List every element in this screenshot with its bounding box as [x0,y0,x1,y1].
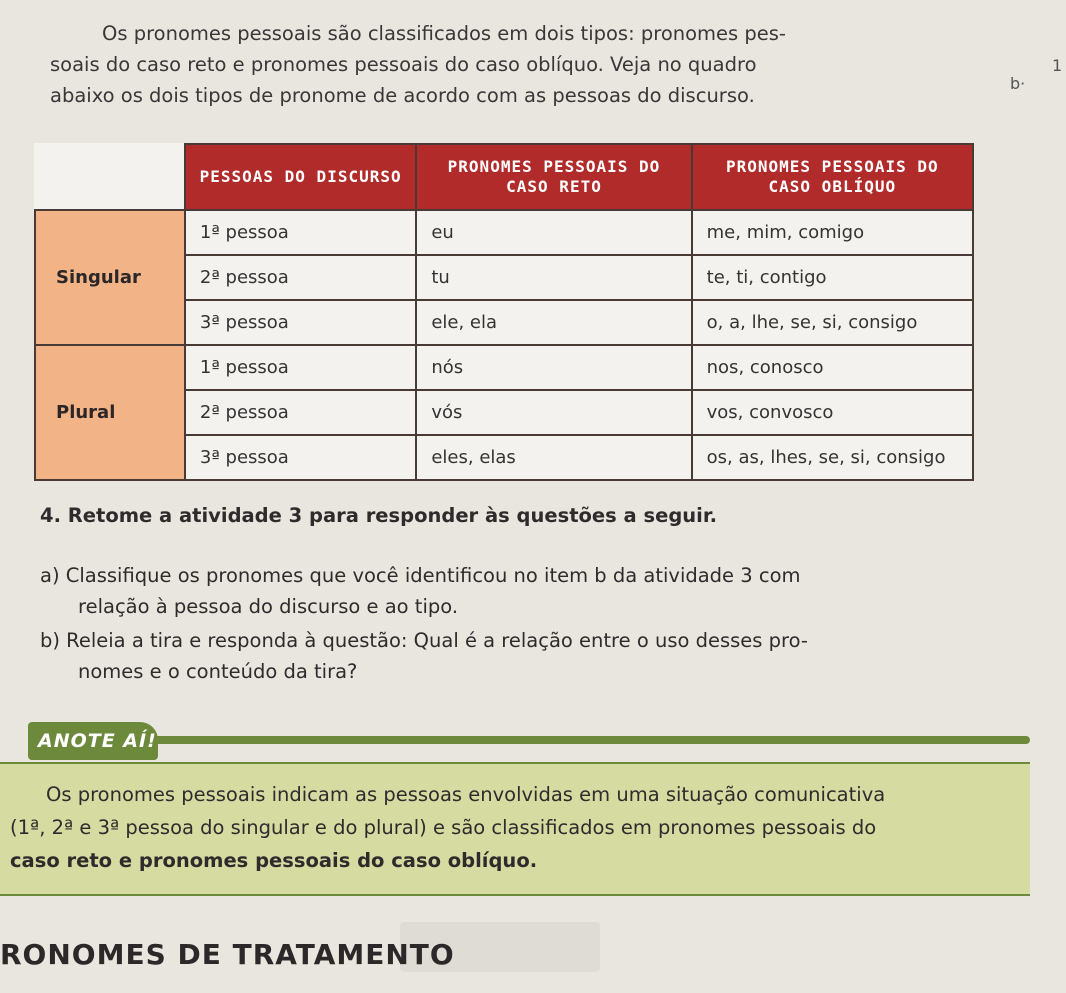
cell-obliquo: vos, convosco [692,390,973,435]
cell-pessoa: 3ª pessoa [185,300,416,345]
cell-obliquo: nos, conosco [692,345,973,390]
header-caso-obliquo: PRONOMES PESSOAIS DO CASO OBLÍQUO [692,144,973,210]
margin-note: 1 [1052,56,1063,75]
table-row [35,210,973,255]
cell-reto: eles, elas [416,435,691,480]
cell-reto: vós [416,390,691,435]
question-line: relação à pessoa do discurso e ao tipo. [78,595,459,618]
cell-reto: eu [416,210,691,255]
intro-line: Os pronomes pessoais são classificados em dois tipos: pronomes pes- [102,22,786,45]
cell-reto: ele, ela [416,300,691,345]
table-header-row [35,144,973,210]
cell-pessoa: 2ª pessoa [185,390,416,435]
question-line: a) Classifique os pronomes que você identificou no item b da atividade 3 com [40,564,801,587]
anote-line: caso reto e pronomes pessoais do caso oblíquo. [10,849,538,872]
cell-pessoa: 1ª pessoa [185,210,416,255]
cell-obliquo: me, mim, comigo [692,210,973,255]
intro-line: soais do caso reto e pronomes pessoais do caso oblíquo. Veja no quadro [50,53,757,76]
pronoun-table [34,143,974,481]
cell-obliquo: os, as, lhes, se, si, consigo [692,435,973,480]
group-plural: Plural [35,345,185,480]
cell-reto: tu [416,255,691,300]
margin-note: b· [1010,74,1026,93]
intro-line: abaixo os dois tipos de pronome de acordo com as pessoas do discurso. [50,84,755,107]
anote-line: Os pronomes pessoais indicam as pessoas envolvidas em uma situação comunicativa [46,783,886,806]
header-pessoas: PESSOAS DO DISCURSO [185,144,416,210]
cell-obliquo: te, ti, contigo [692,255,973,300]
header-caso-reto: PRONOMES PESSOAIS DO CASO RETO [416,144,691,210]
cell-obliquo: o, a, lhe, se, si, consigo [692,300,973,345]
table-corner [35,144,185,210]
table-row [35,345,973,390]
cell-pessoa: 2ª pessoa [185,255,416,300]
cell-pessoa: 3ª pessoa [185,435,416,480]
question-4: 4. Retome a atividade 3 para responder às questões a seguir. [40,504,718,527]
cell-reto: nós [416,345,691,390]
group-singular: Singular [35,210,185,345]
question-line: nomes e o conteúdo da tira? [78,660,358,683]
anote-stripe [150,736,1030,744]
anote-box [0,762,1030,896]
question-line: b) Releia a tira e responda à questão: Qual é a relação entre o uso desses pro- [40,629,808,652]
section-title: RONOMES DE TRATAMENTO [0,938,455,971]
anote-line: (1ª, 2ª e 3ª pessoa do singular e do plural) e são classificados em pronomes pessoais do [10,816,877,839]
question-4b [40,625,1030,687]
anote-tag: ANOTE AÍ! [28,722,158,760]
cell-pessoa: 1ª pessoa [185,345,416,390]
question-4a [40,560,1030,622]
intro-paragraph [50,18,980,111]
